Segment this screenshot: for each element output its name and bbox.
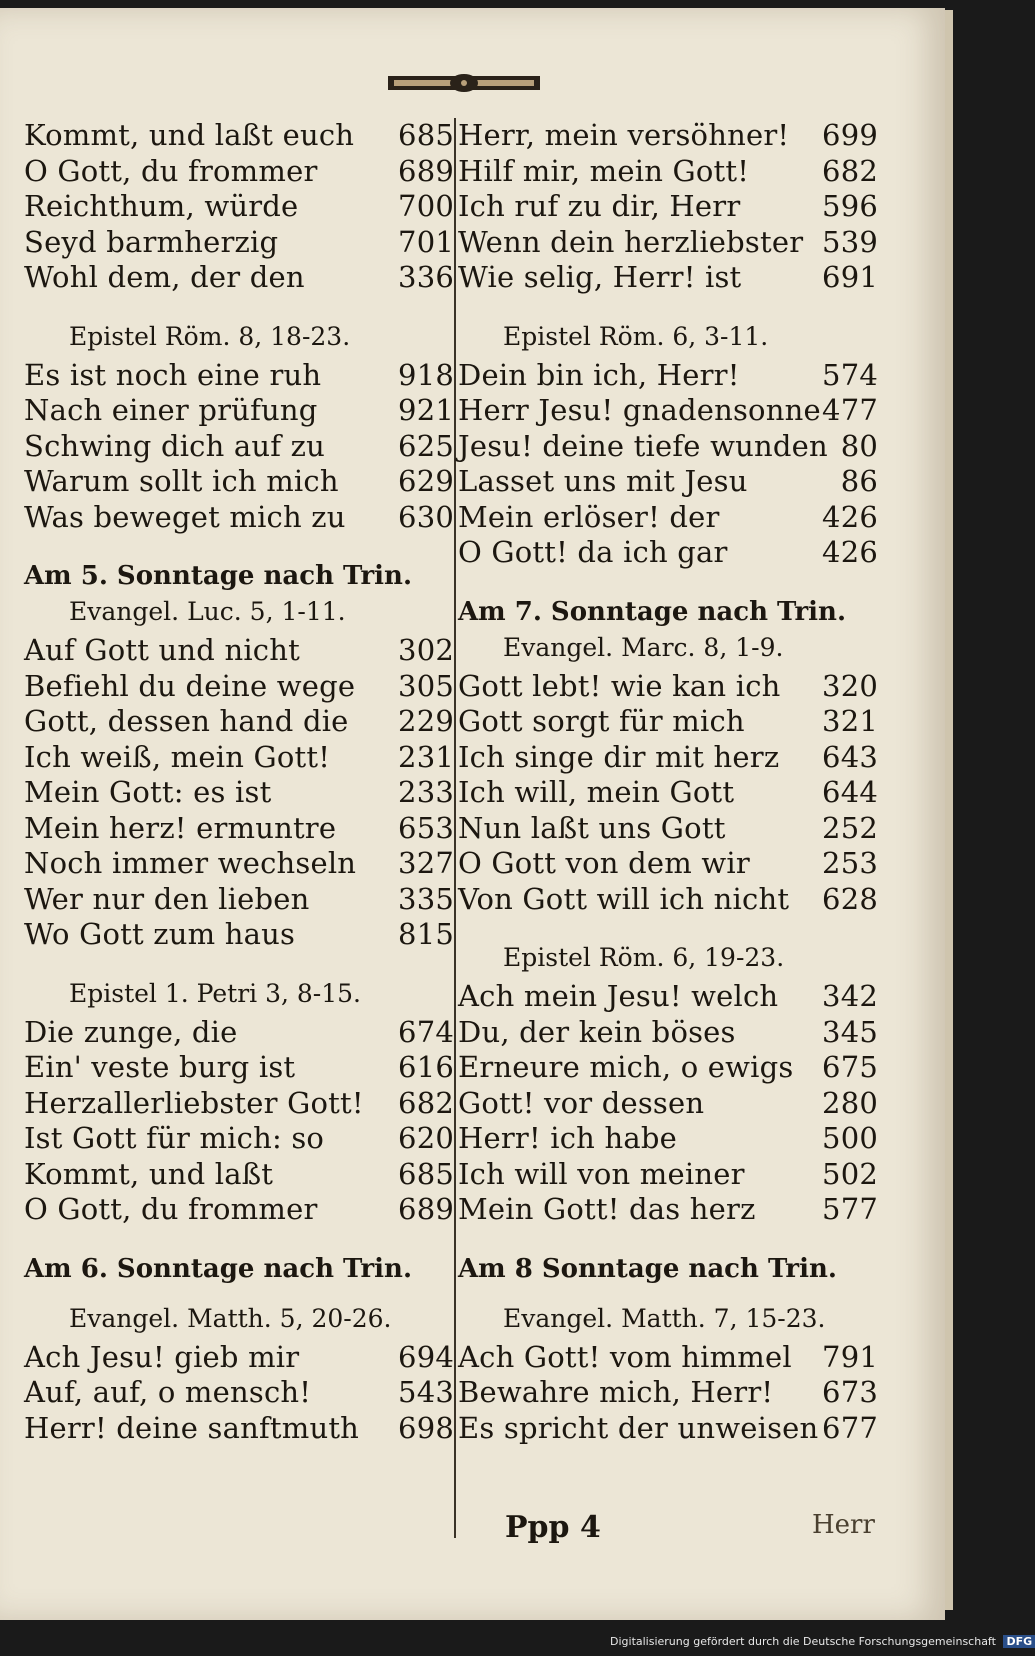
hymn-number: 630: [398, 499, 454, 534]
reading-heading: Evangel. Matth. 5, 20-26.: [69, 1303, 392, 1333]
hymn-entry: [458, 1157, 878, 1193]
hymn-number: 685: [398, 118, 454, 152]
spacer: [458, 917, 878, 943]
hymn-entry: [24, 740, 454, 776]
hymn-title: Dein bin ich, Herr!: [458, 357, 740, 392]
hymn-number: 253: [822, 846, 878, 880]
spacer: [458, 1228, 878, 1254]
hymn-title: Ein' veste burg ist: [24, 1050, 296, 1084]
hymn-number: 335: [398, 881, 454, 916]
hymn-entry: [24, 1411, 454, 1447]
hymn-number: 673: [822, 1375, 878, 1409]
hymn-number: 677: [822, 1410, 878, 1445]
hymn-number: 643: [822, 739, 878, 774]
hymn-entry: [458, 704, 878, 740]
credit-text: Digitalisierung gefördert durch die Deutsche Forschungsgemeinschaft: [610, 1635, 996, 1648]
hymn-entry: [458, 1015, 878, 1051]
ornament-icon: [388, 72, 540, 94]
hymn-title: Schwing dich auf zu: [24, 428, 325, 463]
hymn-number: 674: [398, 1014, 454, 1049]
hymn-title: Befiehl du deine wege: [24, 668, 356, 703]
hymn-number: 625: [398, 428, 454, 463]
reading-heading: Evangel. Luc. 5, 1-11.: [69, 597, 346, 626]
spacer: [24, 296, 454, 322]
hymn-title: Ich weiß, mein Gott!: [24, 739, 331, 774]
hymn-title: Die zunge, die: [24, 1014, 238, 1049]
hymn-title: Wo Gott zum haus: [24, 917, 296, 951]
hymn-title: Noch immer wechseln: [24, 846, 357, 880]
digitization-credit: [610, 1635, 1035, 1648]
hymn-number: 229: [398, 704, 454, 738]
hymn-number: 596: [822, 189, 878, 223]
hymn-title: Warum sollt ich mich: [24, 464, 339, 498]
hymn-number: 426: [822, 535, 878, 569]
hymn-number: 685: [398, 1156, 454, 1191]
hymn-entry: [24, 500, 454, 536]
hymn-entry: [458, 500, 878, 536]
hymn-title: Es ist noch eine ruh: [24, 357, 322, 392]
hymn-number: 574: [822, 357, 878, 392]
hymn-title: Ich will von meiner: [458, 1156, 745, 1191]
hymn-number: 477: [822, 393, 878, 427]
hymn-title: Bewahre mich, Herr!: [458, 1375, 774, 1409]
hymn-entry: [458, 393, 878, 429]
hymn-title: Kommt, und laßt euch: [24, 118, 355, 152]
hymn-title: Herzallerliebster Gott!: [24, 1085, 364, 1120]
sunday-heading: Am 7. Sonntage nach Trin.: [458, 596, 847, 627]
hymn-number: 577: [822, 1192, 878, 1226]
hymn-number: 791: [822, 1339, 878, 1374]
hymn-number: 502: [822, 1156, 878, 1191]
dfg-logo: DFG: [1003, 1635, 1035, 1648]
hymn-title: Herr Jesu! gnadensonne: [458, 393, 821, 427]
hymn-title: Hilf mir, mein Gott!: [458, 153, 750, 188]
hymn-entry: [24, 118, 454, 154]
hymn-title: Ach mein Jesu! welch: [458, 979, 779, 1013]
hymn-entry: [24, 1015, 454, 1051]
hymn-number: 86: [840, 464, 878, 498]
hymn-title: O Gott, du frommer: [24, 153, 318, 188]
hymn-title: Ich will, mein Gott: [458, 775, 735, 809]
hymn-title: Mein erlöser! der: [458, 499, 720, 534]
hymn-title: Gott, dessen hand die: [24, 704, 349, 738]
hymn-entry: [458, 1121, 878, 1157]
hymn-entry: [458, 1050, 878, 1086]
hymn-number: 815: [398, 917, 454, 951]
hymn-entry: [24, 260, 454, 296]
spacer: [24, 953, 454, 979]
hymn-title: O Gott, du frommer: [24, 1192, 318, 1226]
hymn-title: Von Gott will ich nicht: [458, 881, 790, 916]
sunday-heading: Am 5. Sonntage nach Trin.: [24, 561, 413, 591]
hymn-entry: [24, 358, 454, 394]
hymn-title: Auf, auf, o mensch!: [24, 1375, 312, 1409]
hymn-title: Gott! vor dessen: [458, 1085, 705, 1120]
hymn-entry: [24, 775, 454, 811]
hymn-title: O Gott! da ich gar: [458, 535, 728, 569]
hymn-title: Reichthum, würde: [24, 189, 299, 223]
hymn-title: O Gott von dem wir: [458, 846, 750, 880]
hymn-title: Ist Gott für mich: so: [24, 1121, 325, 1155]
hymn-number: 689: [398, 153, 454, 188]
hymn-title: Mein Gott! das herz: [458, 1192, 756, 1226]
hymn-title: Wer nur den lieben: [24, 881, 310, 916]
hymn-entry: [458, 1340, 878, 1376]
hymn-number: 699: [822, 118, 878, 152]
hymn-title: Lasset uns mit Jesu: [458, 464, 748, 498]
hymn-entry: [458, 1411, 878, 1447]
hymn-entry: [24, 464, 454, 500]
hymn-number: 336: [398, 260, 454, 294]
hymn-number: 342: [822, 979, 878, 1013]
hymn-number: 80: [840, 428, 878, 463]
hymn-title: Mein herz! ermuntre: [24, 810, 337, 845]
hymn-entry: [458, 189, 878, 225]
hymn-entry: [24, 846, 454, 882]
hymn-entry: [24, 1340, 454, 1376]
hymn-title: Was beweget mich zu: [24, 499, 346, 534]
catchword: Herr: [812, 1510, 875, 1540]
reading-heading: Epistel Röm. 6, 3-11.: [503, 321, 769, 351]
hymn-number: 280: [822, 1085, 878, 1120]
column-divider: [454, 118, 456, 1538]
spacer: [24, 535, 454, 561]
hymn-number: 620: [398, 1121, 454, 1155]
hymn-title: Herr, mein versöhner!: [458, 118, 790, 152]
reading-heading: Epistel 1. Petri 3, 8-15.: [69, 978, 362, 1008]
hymn-title: Nach einer prüfung: [24, 393, 318, 427]
sunday-heading: Am 8 Sonntage nach Trin.: [458, 1253, 837, 1284]
hymn-entry: [24, 154, 454, 190]
hymn-entry: [458, 882, 878, 918]
hymn-number: 345: [822, 1014, 878, 1049]
reading-heading: Evangel. Matth. 7, 15-23.: [503, 1303, 826, 1333]
hymn-entry: [458, 225, 878, 261]
hymn-entry: [458, 535, 878, 571]
hymn-entry: [458, 429, 878, 465]
hymn-title: Wohl dem, der den: [24, 260, 305, 294]
hymn-title: Es spricht der unweisen: [458, 1410, 819, 1445]
sunday-heading: Am 6. Sonntage nach Trin.: [24, 1253, 413, 1284]
left-column: [24, 118, 454, 1446]
hymn-title: Auf Gott und nicht: [24, 633, 300, 667]
spacer: [458, 571, 878, 597]
hymn-number: 628: [822, 881, 878, 916]
hymn-entry: [24, 393, 454, 429]
hymn-title: Jesu! deine tiefe wunden: [458, 428, 828, 463]
hymn-title: Wenn dein herzliebster: [458, 224, 804, 259]
hymn-title: Ich ruf zu dir, Herr: [458, 189, 741, 223]
hymn-entry: [24, 811, 454, 847]
hymn-entry: [458, 118, 878, 154]
hymn-title: Ach Jesu! gieb mir: [24, 1339, 300, 1374]
hymn-entry: [458, 846, 878, 882]
page-edge: [945, 10, 953, 1610]
hymn-title: Mein Gott: es ist: [24, 775, 272, 809]
hymn-number: 675: [822, 1050, 878, 1084]
hymn-entry: [24, 1192, 454, 1228]
hymn-number: 700: [398, 189, 454, 223]
hymn-number: 644: [822, 775, 878, 809]
hymn-number: 918: [398, 357, 454, 392]
right-column: [458, 118, 878, 1446]
hymn-entry: [458, 811, 878, 847]
hymn-entry: [458, 740, 878, 776]
hymn-entry: [24, 189, 454, 225]
hymn-entry: [458, 1086, 878, 1122]
hymn-number: 231: [398, 739, 454, 774]
signature-mark: Ppp 4: [505, 1510, 601, 1545]
hymn-entry: [24, 704, 454, 740]
hymn-title: Seyd barmherzig: [24, 224, 279, 259]
hymn-number: 653: [398, 810, 454, 845]
hymn-title: Herr! ich habe: [458, 1121, 677, 1155]
hymn-entry: [458, 1192, 878, 1228]
hymn-title: Herr! deine sanftmuth: [24, 1410, 360, 1445]
hymn-entry: [24, 1050, 454, 1086]
hymn-title: Kommt, und laßt: [24, 1156, 274, 1191]
hymn-number: 921: [398, 393, 454, 427]
hymn-number: 302: [398, 633, 454, 667]
hymn-number: 694: [398, 1339, 454, 1374]
hymn-entry: [458, 775, 878, 811]
hymn-number: 689: [398, 1192, 454, 1226]
hymn-number: 682: [822, 153, 878, 188]
hymn-title: Ach Gott! vom himmel: [458, 1339, 792, 1374]
hymn-title: Nun laßt uns Gott: [458, 810, 726, 845]
hymn-entry: [24, 1375, 454, 1411]
hymn-number: 682: [398, 1085, 454, 1120]
hymn-number: 321: [822, 704, 878, 738]
spacer: [458, 1290, 878, 1304]
reading-heading: Evangel. Marc. 8, 1-9.: [503, 632, 784, 662]
hymn-entry: [24, 882, 454, 918]
spacer: [24, 1290, 454, 1304]
hymn-entry: [458, 669, 878, 705]
hymn-entry: [458, 464, 878, 500]
hymn-number: 629: [398, 464, 454, 498]
hymn-number: 543: [398, 1375, 454, 1409]
hymn-entry: [458, 260, 878, 296]
spacer: [458, 296, 878, 322]
hymn-entry: [24, 225, 454, 261]
hymn-entry: [24, 429, 454, 465]
reading-heading: Epistel Röm. 8, 18-23.: [69, 321, 351, 351]
hymn-entry: [24, 669, 454, 705]
hymn-title: Gott sorgt für mich: [458, 704, 745, 738]
hymn-entry: [24, 1086, 454, 1122]
hymn-number: 691: [822, 260, 878, 294]
hymn-entry: [458, 358, 878, 394]
hymn-number: 616: [398, 1050, 454, 1084]
reading-heading: Epistel Röm. 6, 19-23.: [503, 943, 785, 972]
hymn-entry: [24, 633, 454, 669]
hymn-entry: [24, 917, 454, 953]
hymn-number: 539: [822, 224, 878, 259]
hymn-entry: [458, 1375, 878, 1411]
hymn-number: 426: [822, 499, 878, 534]
hymn-number: 233: [398, 775, 454, 809]
hymn-number: 500: [822, 1121, 878, 1155]
hymn-title: Du, der kein böses: [458, 1014, 736, 1049]
hymn-title: Wie selig, Herr! ist: [458, 260, 742, 294]
spacer: [24, 1228, 454, 1254]
hymn-entry: [458, 154, 878, 190]
hymn-number: 305: [398, 668, 454, 703]
hymn-title: Gott lebt! wie kan ich: [458, 668, 781, 703]
hymn-title: Ich singe dir mit herz: [458, 739, 780, 774]
hymn-entry: [24, 1157, 454, 1193]
hymn-number: 698: [398, 1410, 454, 1445]
hymn-entry: [458, 979, 878, 1015]
hymn-number: 327: [398, 846, 454, 880]
hymn-title: Erneure mich, o ewigs: [458, 1050, 794, 1084]
hymn-number: 701: [398, 224, 454, 259]
hymn-entry: [24, 1121, 454, 1157]
hymn-number: 320: [822, 668, 878, 703]
hymn-number: 252: [822, 810, 878, 845]
